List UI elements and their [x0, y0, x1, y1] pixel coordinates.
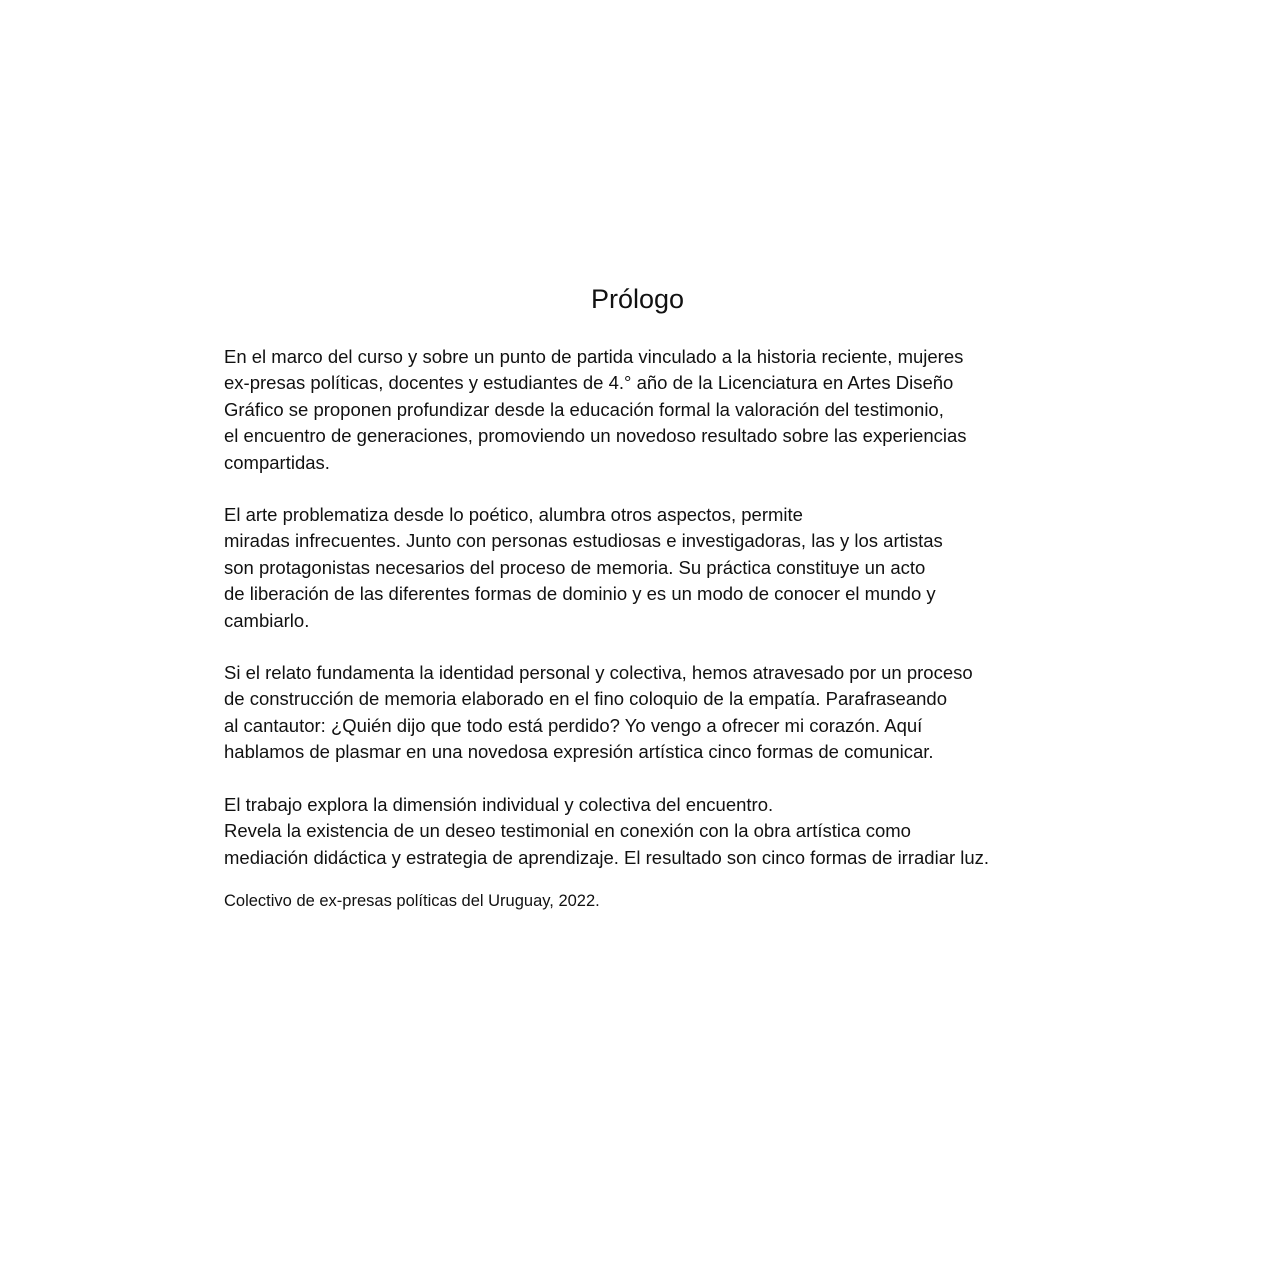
text-line: Revela la existencia de un deseo testimonial en conexión con la obra artística como — [224, 820, 911, 842]
text-line: El arte problematiza desde lo poético, alumbra otros aspectos, permite — [224, 504, 803, 526]
text-line: compartidas. — [224, 451, 330, 473]
text-line: al cantautor: ¿Quién dijo que todo está perdido? Yo vengo a ofrecer mi corazón. Aquí — [224, 714, 923, 736]
prologue-body — [224, 344, 1124, 913]
text-line: de construcción de memoria elaborado en el fino coloquio de la empatía. Parafraseando — [224, 688, 947, 710]
text-line: En el marco del curso y sobre un punto de partida vinculado a la historia reciente, mujeres — [224, 346, 964, 367]
text-line: cambiarlo. — [224, 609, 310, 631]
text-line: miradas infrecuentes. Junto con personas estudiosas e investigadoras, las y los artistas — [224, 530, 943, 552]
text-line: mediación didáctica y estrategia de aprendizaje. El resultado son cinco formas de irradiar luz. — [224, 846, 990, 868]
text-line: son protagonistas necesarios del proceso de memoria. Su práctica constituye un acto — [224, 556, 926, 578]
text-line: el encuentro de generaciones, promoviendo un novedoso resultado sobre las experiencias — [224, 425, 967, 447]
signature: Colectivo de ex-presas políticas del Uruguay, 2022. — [224, 891, 600, 910]
text-line: Gráfico se proponen profundizar desde la educación formal la valoración del testimonio, — [224, 398, 944, 420]
text-line: hablamos de plasmar en una novedosa expresión artística cinco formas de comunicar. — [224, 741, 934, 763]
paragraph-2 — [224, 502, 1124, 634]
text-line: ex-presas políticas, docentes y estudiantes de 4.° año de la Licenciatura en Artes Diseño — [224, 372, 954, 394]
page-title: Prólogo — [590, 284, 685, 314]
paragraph-3 — [224, 660, 1124, 766]
text-line: de liberación de las diferentes formas de dominio y es un modo de conocer el mundo y — [224, 583, 936, 605]
paragraph-4 — [224, 792, 1124, 871]
paragraph-1 — [224, 344, 1124, 476]
text-line: El trabajo explora la dimensión individual y colectiva del encuentro. — [224, 793, 774, 815]
text-line: Si el relato fundamenta la identidad personal y colectiva, hemos atravesado por un proceso — [224, 662, 973, 684]
